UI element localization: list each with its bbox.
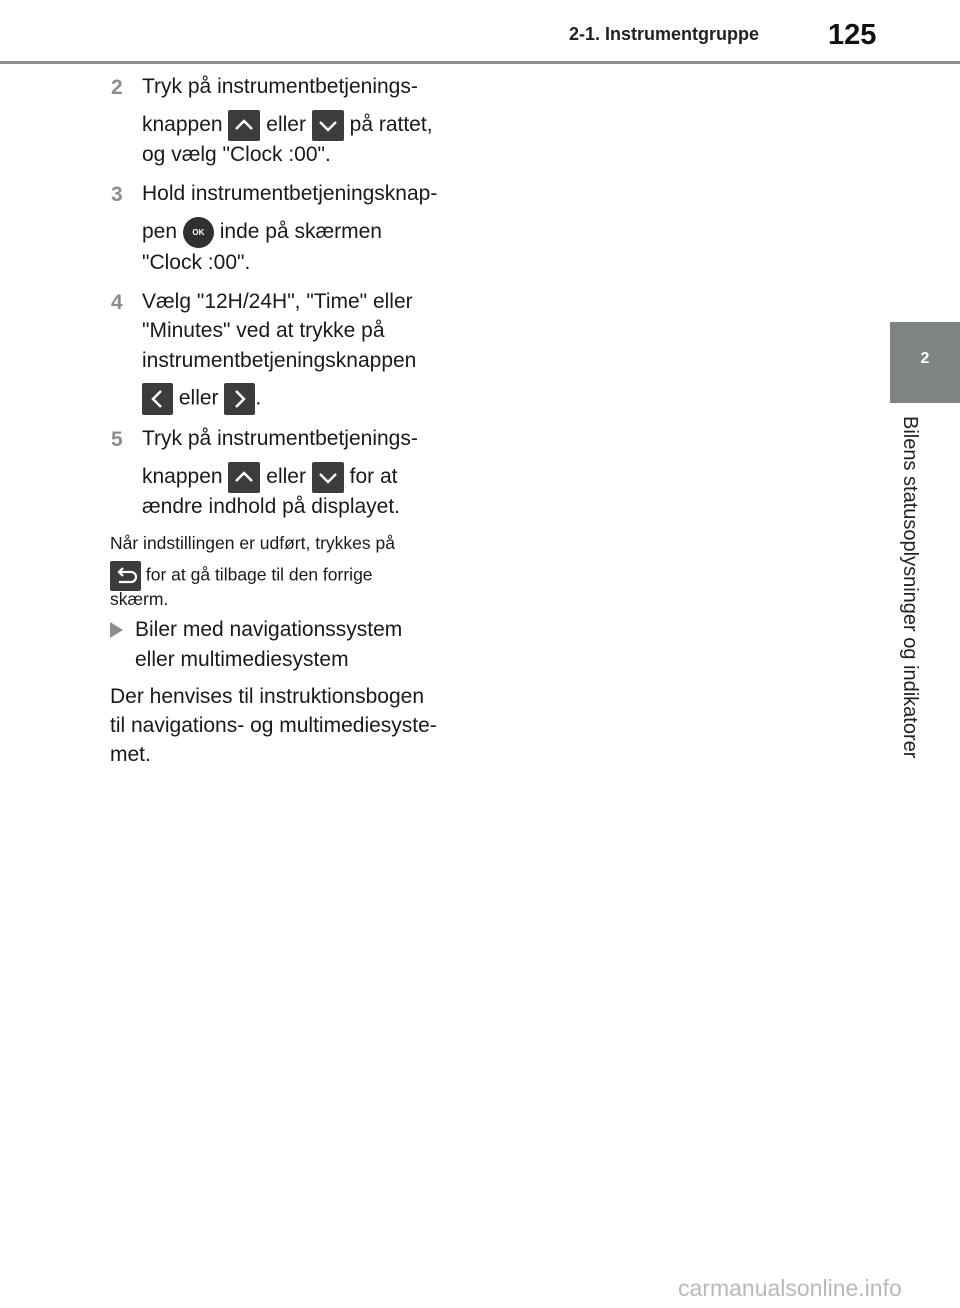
step-number: 3 (111, 183, 123, 206)
step-text: instrumentbetjeningsknappen (142, 349, 417, 372)
subsection-heading: eller multimediesystem (135, 648, 349, 671)
step-text-part: knappen (142, 465, 223, 489)
step-text: Hold instrumentbetjeningsknap- (142, 182, 438, 205)
chevron-right-icon (224, 383, 255, 415)
header-rule (0, 61, 960, 64)
step-text: og vælg "Clock :00". (142, 143, 331, 166)
page-number: 125 (828, 19, 877, 51)
step-text: "Clock :00". (142, 251, 251, 274)
step-text (142, 217, 382, 248)
step-text (142, 383, 261, 415)
back-icon (110, 561, 141, 591)
chevron-up-icon (228, 110, 260, 141)
step-text (142, 462, 398, 493)
step-text: Vælg "12H/24H", "Time" eller (142, 290, 413, 313)
step-text: "Minutes" ved at trykke på (142, 319, 385, 342)
watermark: carmanualsonline.info (678, 1275, 902, 1301)
note-text (110, 561, 373, 591)
step-text-part: inde på skærmen (219, 220, 382, 244)
chevron-left-icon (142, 383, 173, 415)
step-text: Tryk på instrumentbetjenings- (142, 75, 418, 98)
chevron-down-icon (312, 462, 344, 493)
step-text: Tryk på instrumentbetjenings- (142, 427, 418, 450)
chapter-number: 2 (920, 350, 930, 367)
paragraph-text: til navigations- og multimediesyste- (110, 714, 437, 737)
step-number: 4 (111, 291, 123, 314)
chapter-label: Bilens statusoplysninger og indikatorer (899, 416, 921, 759)
ok-button-icon: OK (183, 217, 214, 248)
paragraph-text: met. (110, 743, 151, 766)
chevron-down-icon (312, 110, 344, 141)
step-text-part: eller (266, 113, 306, 137)
step-text-part: eller (266, 465, 306, 489)
chapter-tab (890, 322, 960, 403)
step-number: 5 (111, 428, 123, 451)
subsection-heading: Biler med navigationssystem (135, 618, 403, 641)
note-text: Når indstillingen er udført, trykkes på (110, 533, 395, 553)
step-text (142, 110, 433, 141)
section-title: 2-1. Instrumentgruppe (569, 24, 760, 44)
step-text-part: . (255, 386, 262, 410)
step-text-part: knappen (142, 113, 223, 137)
step-text-part: for at (349, 465, 398, 489)
step-text-part: eller (178, 386, 219, 410)
note-text: skærm. (110, 589, 169, 609)
step-number: 2 (111, 76, 123, 99)
note-text-part: for at gå tilbage til den forrige (145, 564, 373, 585)
step-text-part: på rattet, (349, 113, 433, 137)
step-text-part: pen (142, 220, 178, 244)
triangle-bullet-icon (110, 622, 123, 638)
paragraph-text: Der henvises til instruktionsbogen (110, 685, 424, 708)
chevron-up-icon (228, 462, 260, 493)
step-text: ændre indhold på displayet. (142, 495, 401, 518)
